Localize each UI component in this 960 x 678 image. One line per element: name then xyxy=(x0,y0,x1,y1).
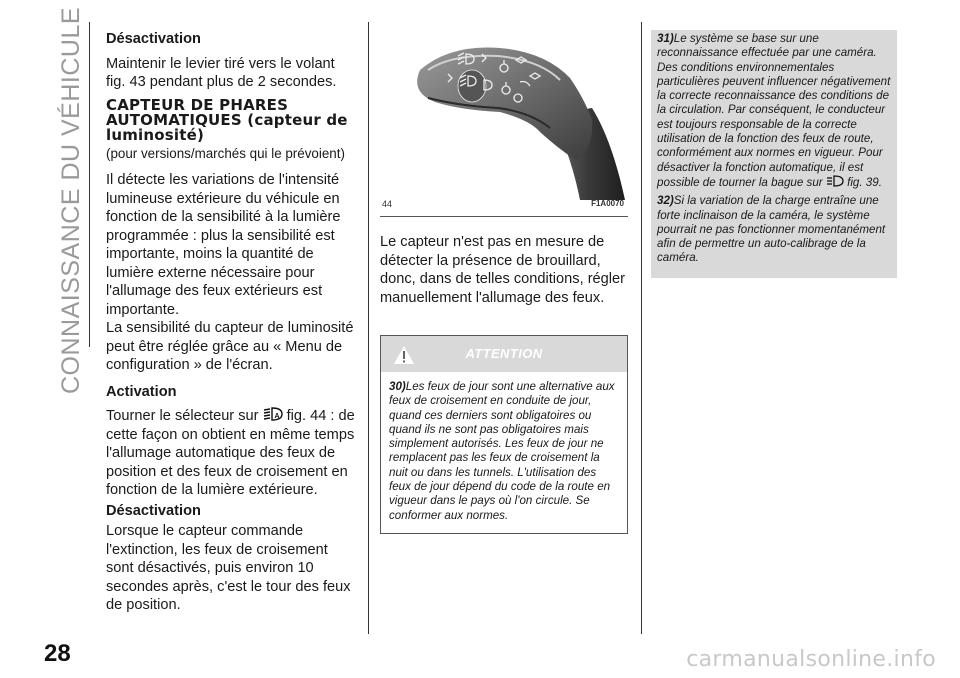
warning-number: 30) xyxy=(389,380,406,393)
activation-heading: Activation xyxy=(106,383,177,400)
note-32-number: 32) xyxy=(657,194,674,208)
warning-header xyxy=(381,336,627,372)
sensor-sensitivity: La sensibilité du capteur de luminosité peut être réglée grâce au « Menu de configuration » de l'écran. xyxy=(106,320,354,373)
desactivation-text-2: Lorsque le capteur commande l'extinction, les feux de croisement sont désactivés, puis environ 10 secondes après, c'est le tour des feux de position. xyxy=(106,523,351,613)
column-rule-left xyxy=(89,22,90,347)
side-title-text: CONNAISSANCE DU VÉHICULE xyxy=(57,6,86,394)
notes-box xyxy=(651,30,897,278)
light-stalk-illustration xyxy=(380,20,628,200)
watermark: carmanualsonline.info xyxy=(686,647,936,672)
column-3 xyxy=(651,30,897,278)
note-32 xyxy=(657,194,891,265)
note-31-text-end: fig. 39. xyxy=(847,175,882,189)
warning-title: ATTENTION xyxy=(465,345,543,361)
sensor-description: Il détecte les variations de l'intensité lumineuse extérieure du véhicule en fonction de la sensibilité à la lumière programmée : plus la sensibilité est importante, moins la quantité de lumière externe nécessaire pour l'allumage des feux extérieurs est importante. xyxy=(106,172,341,318)
column-2 xyxy=(380,20,628,534)
figure-number: 44 xyxy=(382,198,393,209)
figure-code: F1A0070 xyxy=(591,198,624,208)
section-subtitle: (pour versions/marchés qui le prévoient) xyxy=(106,145,345,161)
warning-box xyxy=(380,335,628,534)
fog-note-text: Le capteur n'est pas en mesure de détecter la présence de brouillard, donc, dans de telles conditions, régler manuellement l'allumage des feux. xyxy=(380,234,626,306)
side-section-title xyxy=(52,6,92,394)
note-31-text-start: Le système se base sur une reconnaissance effectuée par une caméra. Des conditions environnementales particulières peuvent influencer négativement la correcte reconnaissance des conditions de la circulation. Par conséquent, le conducteur est toujours responsable de la correcte utilisation de la fonction des feux de route, conformément aux normes en vigueur. Pour désactiver la fonction automatique, il est possible de tourner la bague sur xyxy=(657,32,891,189)
activation-text-end: fig. 44 : de cette façon on obtient en même temps l'allumage automatique des feux de position et des feux de croisement en fonction de la lumière extérieure. xyxy=(106,408,355,498)
note-31 xyxy=(657,32,891,190)
desactivation-heading-2: Désactivation xyxy=(106,502,201,519)
high-beam-auto-icon xyxy=(826,175,844,188)
auto-light-icon xyxy=(263,407,283,422)
warning-body xyxy=(381,372,627,533)
svg-text:A: A xyxy=(274,413,280,420)
note-32-text: Si la variation de la charge entraîne une forte inclinaison de la caméra, le système pourrait ne pas fonctionner momentanément afin de permettre un auto-calibrage de la caméra. xyxy=(657,194,886,265)
warning-triangle-icon xyxy=(393,345,415,365)
warning-text: Les feux de jour sont une alternative aux feux de croisement en conduite de jour, quand ces derniers sont obligatoires ou quand ils ne sont pas obligatoires mais simplement autorisés. Les feux de jour ne remplacent pas les feux de croisement la nuit ou dans les tunnels. L'utilisation des feux de jour dépend du code de la route en vigueur dans le pays où l'on circule. Se conformer aux normes. xyxy=(389,380,615,522)
column-rule-mid xyxy=(368,22,369,634)
section-title: CAPTEUR DE PHARES AUTOMATIQUES (capteur de luminosité) xyxy=(106,95,348,144)
desactivation-heading: Désactivation xyxy=(106,31,201,47)
activation-text xyxy=(106,407,356,500)
note-31-number: 31) xyxy=(657,32,674,45)
page-number: 28 xyxy=(44,640,71,667)
desactivation-text: Maintenir le levier tiré vers le volant fig. 43 pendant plus de 2 secondes. xyxy=(106,55,337,90)
column-1 xyxy=(106,30,356,621)
column-rule-right xyxy=(641,22,642,634)
activation-text-start: Tourner le sélecteur sur xyxy=(106,408,259,424)
figure-44 xyxy=(380,20,628,217)
